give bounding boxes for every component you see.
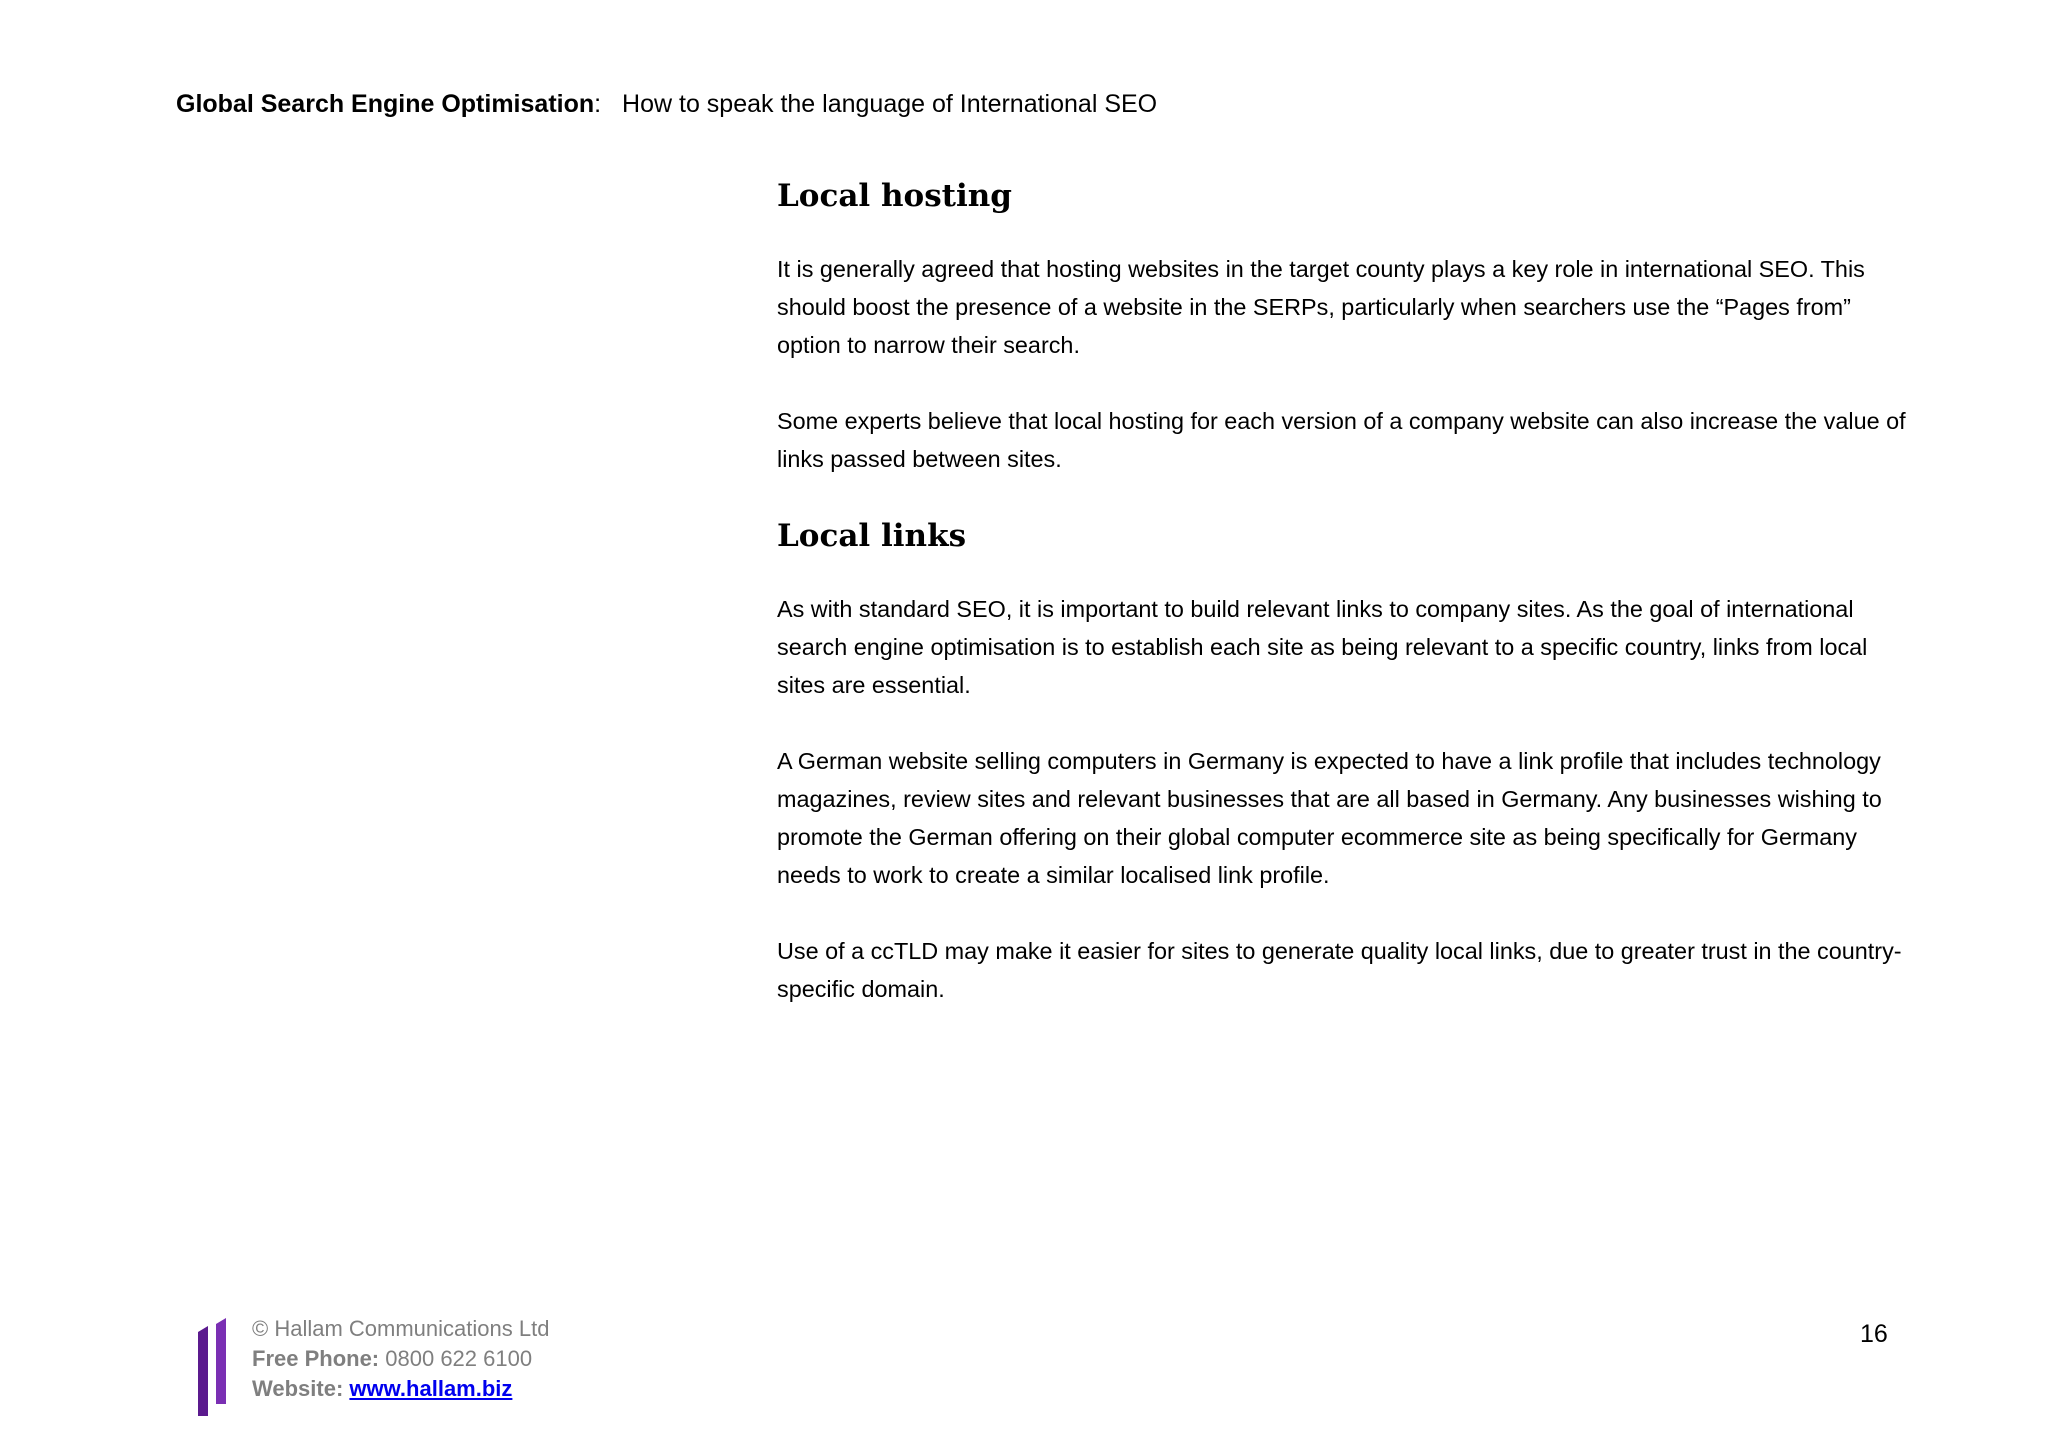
paragraph: Some experts believe that local hosting for each version of a company website can also increase the value of links passed between sites. — [777, 408, 1906, 472]
hallam-logo-icon — [196, 1318, 230, 1418]
document-title: Global Search Engine Optimisation — [176, 90, 595, 118]
copyright-text: © Hallam Communications Ltd — [252, 1316, 550, 1341]
phone-line — [252, 1344, 549, 1374]
phone-number: 0800 622 6100 — [385, 1346, 533, 1371]
page-number: 16 — [1860, 1320, 1888, 1348]
document-subtitle: How to speak the language of International SEO — [622, 90, 1158, 118]
paragraph: It is generally agreed that hosting websites in the target county plays a key role in international SEO. This should boost the presence of a website in the SERPs, particularly when searchers use the “Pages from” option to narrow their search. — [777, 256, 1865, 358]
section-heading: Local links — [777, 518, 967, 554]
paragraph: Use of a ccTLD may make it easier for sites to generate quality local links, due to greater trust in the country-specific domain. — [777, 938, 1902, 1002]
main-content — [777, 176, 1907, 1046]
paragraph: A German website selling computers in Germany is expected to have a link profile that includes technology magazines, review sites and relevant businesses that are all based in Germany. Any businesses wishing to promote the German offering on their global computer ecommerce site as being specifically for Germany needs to work to create a similar localised link profile. — [777, 748, 1882, 888]
section-local-links — [777, 516, 1907, 1008]
header-separator: : — [594, 90, 602, 118]
logo-bar-left — [198, 1326, 208, 1416]
phone-label: Free Phone: — [252, 1346, 380, 1371]
logo-bar-right — [216, 1318, 226, 1404]
website-line — [252, 1374, 549, 1404]
footer-contact — [252, 1314, 549, 1404]
website-label: Website: — [252, 1376, 344, 1401]
running-header — [176, 88, 1157, 120]
website-link[interactable]: www.hallam.biz — [349, 1376, 513, 1401]
section-local-hosting — [777, 176, 1907, 478]
section-heading: Local hosting — [777, 178, 1012, 214]
paragraph: As with standard SEO, it is important to build relevant links to company sites. As the goal of international search engine optimisation is to establish each site as being relevant to a specific country, links from local sites are essential. — [777, 596, 1868, 698]
